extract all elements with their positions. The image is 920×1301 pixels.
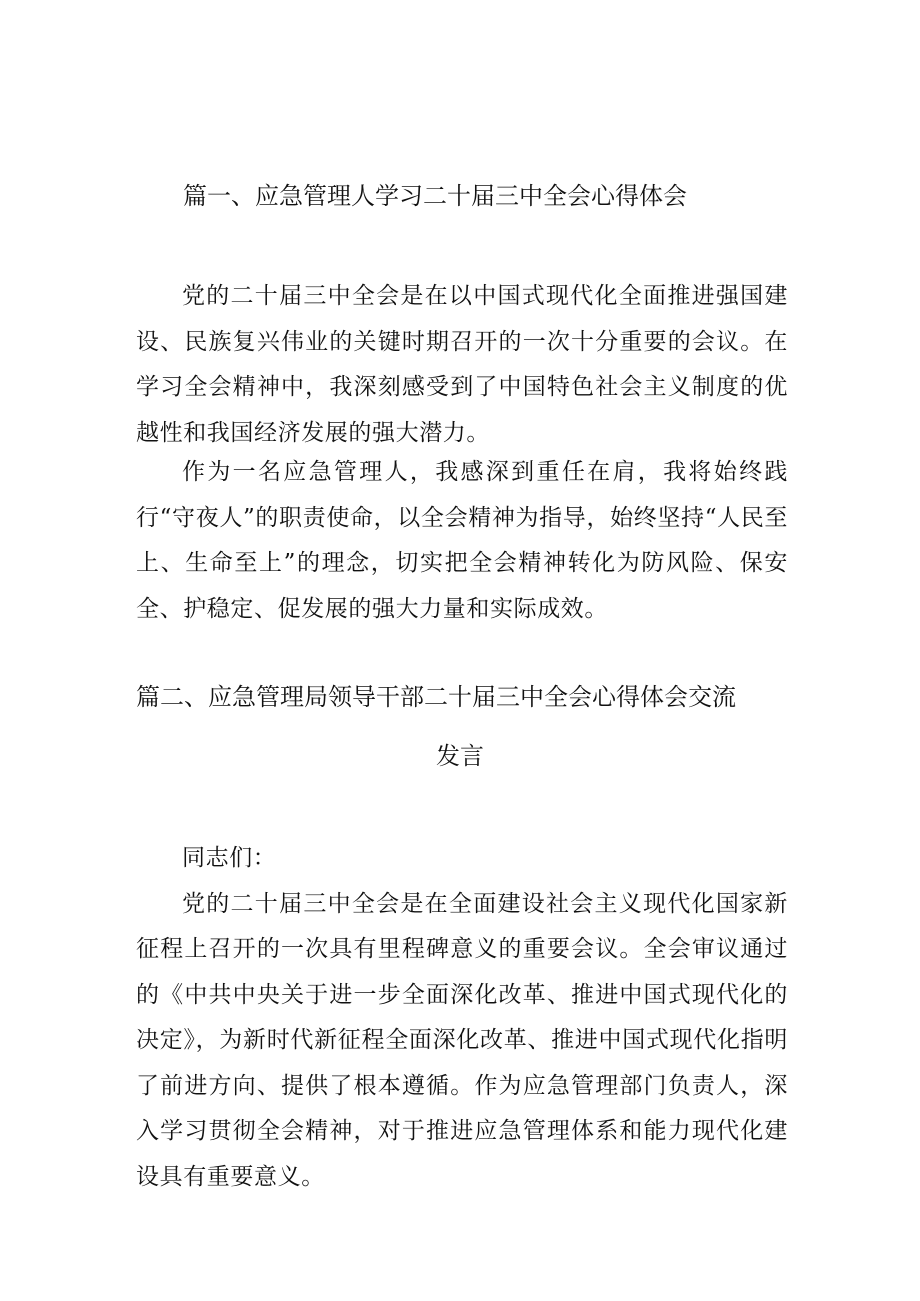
- section1-paragraph-2: 作为一名应急管理人，我感深到重任在肩，我将始终践行“守夜人”的职责使命，以全会精神为指导，始终坚持“人民至上、生命至上”的理念，切实把全会精神转化为防风险、保安全、护稳定、促发展的强大力量和实际成效。: [136, 459, 788, 622]
- section2-title-line2: 发言: [436, 742, 484, 770]
- section1-paragraph-2-block: [136, 450, 788, 632]
- salutation: 同志们：: [182, 845, 277, 871]
- section2-title-line1: 篇二、应急管理局领导干部二十届三中全会心得体会交流: [136, 683, 736, 711]
- section1-paragraph-1: 党的二十届三中全会是在以中国式现代化全面推进强国建设、民族复兴伟业的关键时期召开的一次十分重要的会议。在学习全会精神中，我深刻感受到了中国特色社会主义制度的优越性和我国经济发展的强大潜力。: [136, 283, 788, 446]
- section1-title: 篇一、应急管理人学习二十届三中全会心得体会: [183, 182, 687, 210]
- section2-body: [136, 836, 788, 1200]
- section2-paragraph-1: 党的二十届三中全会是在全面建设社会主义现代化国家新征程上召开的一次具有里程碑意义的重要会议。全会审议通过的《中共中央关于进一步全面深化改革、推进中国式现代化的决定》，为新时代新征程全面深化改革、推进中国式现代化指明了前进方向、提供了根本遵循。作为应急管理部门负责人，深入学习贯彻全会精神，对于推进应急管理体系和能力现代化建设具有重要意义。: [136, 890, 788, 1190]
- section1-paragraph-1-block: [136, 274, 788, 456]
